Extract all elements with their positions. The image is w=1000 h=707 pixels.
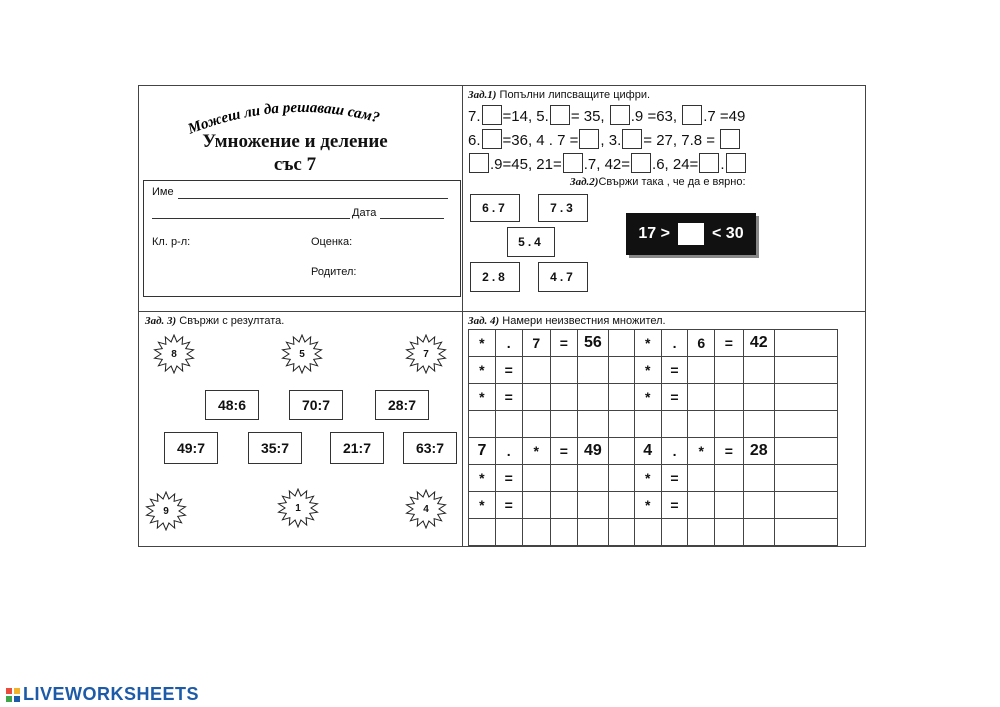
blank-input[interactable]	[563, 153, 583, 173]
task1-label: Зад.1)	[468, 89, 497, 101]
grid-cell[interactable]	[661, 519, 688, 546]
grid-cell: 42	[743, 330, 774, 357]
name-label: Име	[152, 186, 174, 198]
task4-label: Зад. 4)	[468, 315, 500, 327]
grid-cell[interactable]	[688, 465, 715, 492]
grid-cell[interactable]	[577, 519, 608, 546]
grid-row	[469, 438, 838, 465]
grid-cell: 28	[743, 438, 774, 465]
grid-cell[interactable]	[550, 384, 577, 411]
date-line[interactable]	[380, 218, 444, 219]
grid-row	[469, 384, 838, 411]
grid-cell[interactable]	[743, 492, 774, 519]
star-value: 1	[295, 502, 301, 514]
grid-cell[interactable]	[522, 519, 550, 546]
grid-cell: *	[634, 357, 661, 384]
star-value: 7	[423, 348, 429, 360]
grid-row	[469, 519, 838, 546]
blank-input[interactable]	[682, 105, 702, 125]
grid-cell: =	[661, 357, 688, 384]
grid-cell[interactable]	[774, 519, 837, 546]
parent-label: Родител:	[311, 266, 357, 278]
task2-label: Зад.2)	[570, 176, 599, 188]
result-star[interactable]	[404, 489, 448, 529]
grid-cell: *	[634, 330, 661, 357]
liveworksheets-logo-icon	[6, 688, 20, 702]
blank-input[interactable]	[482, 129, 502, 149]
division-box[interactable]: 28:7	[375, 390, 429, 420]
division-box[interactable]: 48:6	[205, 390, 259, 420]
grid-cell[interactable]	[774, 411, 837, 438]
grid-cell: =	[661, 492, 688, 519]
t1l3-0: .9=45, 21=	[490, 156, 562, 173]
task2-header	[570, 176, 746, 188]
grid-cell[interactable]	[688, 411, 715, 438]
grid-cell[interactable]	[609, 465, 635, 492]
blank-input[interactable]	[720, 129, 740, 149]
arc-title-text: Можеш ли да решаваш сам?	[185, 99, 382, 138]
grid-cell: .	[495, 438, 522, 465]
grid-cell: 4	[634, 438, 661, 465]
grid-cell: .	[661, 438, 688, 465]
date-label: Дата	[352, 207, 377, 219]
blank-input[interactable]	[726, 153, 746, 173]
grid-cell[interactable]	[577, 465, 608, 492]
grid-cell[interactable]	[609, 519, 635, 546]
product-box[interactable]: 4.7	[538, 262, 588, 292]
grid-cell: 6	[688, 330, 715, 357]
grid-cell[interactable]	[634, 411, 661, 438]
task2-text: Свържи така , че да е вярно:	[598, 176, 746, 188]
grid-cell[interactable]	[688, 492, 715, 519]
ineq-right: < 30	[712, 225, 744, 242]
blank-input[interactable]	[579, 129, 599, 149]
grid-cell[interactable]	[715, 357, 744, 384]
result-star[interactable]	[152, 334, 196, 374]
product-box[interactable]: 7.3	[538, 194, 588, 222]
multiplier-grid	[468, 329, 838, 546]
grid-cell: =	[661, 384, 688, 411]
grid-cell[interactable]	[577, 357, 608, 384]
grid-cell[interactable]	[609, 411, 635, 438]
grid-cell[interactable]	[577, 384, 608, 411]
grid-cell: =	[550, 438, 577, 465]
product-box[interactable]: 5.4	[507, 227, 555, 257]
grid-cell[interactable]	[522, 384, 550, 411]
t1l1-0: 7.	[468, 108, 481, 125]
grid-cell[interactable]	[774, 465, 837, 492]
grid-cell: =	[715, 438, 744, 465]
star-value: 9	[163, 505, 169, 517]
star-value: 8	[171, 348, 177, 360]
name-line-2[interactable]	[152, 218, 350, 219]
division-box[interactable]: 49:7	[164, 432, 218, 464]
grid-cell[interactable]	[609, 492, 635, 519]
task3-header	[145, 315, 284, 327]
grid-cell[interactable]	[774, 330, 837, 357]
t1l1-3: .9 =63,	[630, 108, 678, 125]
t1l2-2: , 3.	[600, 132, 622, 149]
grid-cell[interactable]	[688, 519, 715, 546]
task1-line-1	[468, 105, 745, 125]
grid-cell: =	[495, 357, 522, 384]
title-line-1: Умножение и деление	[202, 131, 388, 152]
grid-cell[interactable]	[522, 492, 550, 519]
t1l1-2: = 35,	[570, 108, 605, 125]
footer-brand	[6, 684, 199, 705]
grid-cell[interactable]	[688, 384, 715, 411]
grid-cell[interactable]	[495, 519, 522, 546]
blank-input[interactable]	[469, 153, 489, 173]
grid-cell[interactable]	[609, 438, 635, 465]
t1l2-0: 6.	[468, 132, 481, 149]
grid-cell[interactable]	[743, 411, 774, 438]
grid-row	[469, 411, 838, 438]
grid-cell: *	[634, 465, 661, 492]
name-line[interactable]	[178, 198, 448, 199]
blank-input[interactable]	[610, 105, 630, 125]
t1l1-4: .7 =49	[703, 108, 746, 125]
task3-text: Свържи с резултата.	[179, 315, 285, 327]
t1l1-1: =14, 5.	[502, 108, 549, 125]
brand-name: LIVEWORKSHEETS	[23, 684, 200, 704]
grid-cell[interactable]	[634, 519, 661, 546]
grid-cell: =	[495, 465, 522, 492]
grid-row	[469, 465, 838, 492]
blank-input[interactable]	[550, 105, 570, 125]
grid-cell: *	[522, 438, 550, 465]
grid-cell[interactable]	[743, 465, 774, 492]
grid-cell: =	[550, 330, 577, 357]
grid-cell[interactable]	[609, 330, 635, 357]
grid-cell[interactable]	[550, 465, 577, 492]
result-star[interactable]	[404, 334, 448, 374]
ineq-answer-slot[interactable]	[678, 223, 704, 245]
grid-cell: *	[688, 438, 715, 465]
grid-cell[interactable]	[577, 492, 608, 519]
page-title	[170, 130, 420, 176]
task1-line-2	[468, 129, 741, 149]
grid-cell[interactable]	[550, 519, 577, 546]
grid-cell[interactable]	[522, 465, 550, 492]
grid-cell[interactable]	[715, 492, 744, 519]
grid-cell[interactable]	[743, 357, 774, 384]
inequality-box	[626, 213, 756, 255]
grid-cell[interactable]	[715, 411, 744, 438]
grid-cell[interactable]	[577, 411, 608, 438]
task1-line-3	[468, 153, 747, 173]
grid-cell[interactable]	[688, 357, 715, 384]
grid-row	[469, 357, 838, 384]
division-box[interactable]: 70:7	[289, 390, 343, 420]
teacher-label: Кл. р-л:	[152, 236, 191, 248]
grid-cell[interactable]	[469, 411, 496, 438]
grid-cell: =	[495, 492, 522, 519]
grid-cell[interactable]	[609, 357, 635, 384]
title-line-2: със 7	[273, 154, 317, 175]
grid-cell[interactable]	[522, 411, 550, 438]
t1l2-1: =36, 4 . 7 =	[502, 132, 579, 149]
division-box[interactable]: 21:7	[330, 432, 384, 464]
grid-row	[469, 492, 838, 519]
grid-cell[interactable]	[469, 519, 496, 546]
grid-cell: *	[469, 357, 496, 384]
grid-cell: 7	[469, 438, 496, 465]
grid-cell: .	[661, 330, 688, 357]
grid-cell[interactable]	[774, 492, 837, 519]
task3-label: Зад. 3)	[145, 315, 177, 327]
grid-cell[interactable]	[550, 411, 577, 438]
grid-cell[interactable]	[715, 519, 744, 546]
blank-input[interactable]	[482, 105, 502, 125]
grid-cell[interactable]	[609, 384, 635, 411]
grid-cell: *	[469, 492, 496, 519]
grid-cell: *	[634, 492, 661, 519]
grid-cell: *	[634, 384, 661, 411]
grid-cell: 56	[577, 330, 608, 357]
result-star[interactable]	[144, 491, 188, 531]
star-value: 4	[423, 503, 429, 515]
grid-cell: .	[495, 330, 522, 357]
result-star[interactable]	[276, 488, 320, 528]
grid-cell[interactable]	[774, 384, 837, 411]
grid-row	[469, 330, 838, 357]
horizontal-divider	[138, 311, 866, 312]
task4-header	[468, 315, 666, 327]
grid-cell[interactable]	[774, 438, 837, 465]
grid-cell: =	[661, 465, 688, 492]
t1l2-3: = 27, 7.8 =	[643, 132, 716, 149]
grid-cell: *	[469, 384, 496, 411]
t1l3-1: .7, 42=	[583, 156, 631, 173]
grid-cell[interactable]	[715, 465, 744, 492]
product-box[interactable]: 2.8	[470, 262, 520, 292]
result-star[interactable]	[280, 334, 324, 374]
task1-text: Попълни липсващите цифри.	[499, 89, 651, 101]
t1l3-3: .	[720, 156, 725, 173]
blank-input[interactable]	[622, 129, 642, 149]
task1-header	[468, 89, 650, 101]
task4-text: Намери неизвестния множител.	[502, 315, 666, 327]
grid-cell: *	[469, 330, 496, 357]
product-box[interactable]: 6.7	[470, 194, 520, 222]
t1l3-2: .6, 24=	[652, 156, 699, 173]
blank-input[interactable]	[699, 153, 719, 173]
grid-cell[interactable]	[743, 519, 774, 546]
star-value: 5	[299, 348, 305, 360]
division-box[interactable]: 35:7	[248, 432, 302, 464]
grid-cell[interactable]	[661, 411, 688, 438]
grid-cell: =	[715, 330, 744, 357]
grid-cell: *	[469, 465, 496, 492]
grid-cell[interactable]	[550, 357, 577, 384]
grid-cell[interactable]	[550, 492, 577, 519]
grid-cell[interactable]	[522, 357, 550, 384]
grid-cell[interactable]	[715, 384, 744, 411]
grid-cell[interactable]	[743, 384, 774, 411]
grid-cell: =	[495, 384, 522, 411]
vertical-divider	[462, 85, 463, 547]
grid-cell[interactable]	[495, 411, 522, 438]
grade-label: Оценка:	[311, 236, 353, 248]
grid-cell: 7	[522, 330, 550, 357]
blank-input[interactable]	[631, 153, 651, 173]
division-box[interactable]: 63:7	[403, 432, 457, 464]
ineq-left: 17 >	[638, 225, 670, 242]
grid-cell[interactable]	[774, 357, 837, 384]
grid-cell: 49	[577, 438, 608, 465]
